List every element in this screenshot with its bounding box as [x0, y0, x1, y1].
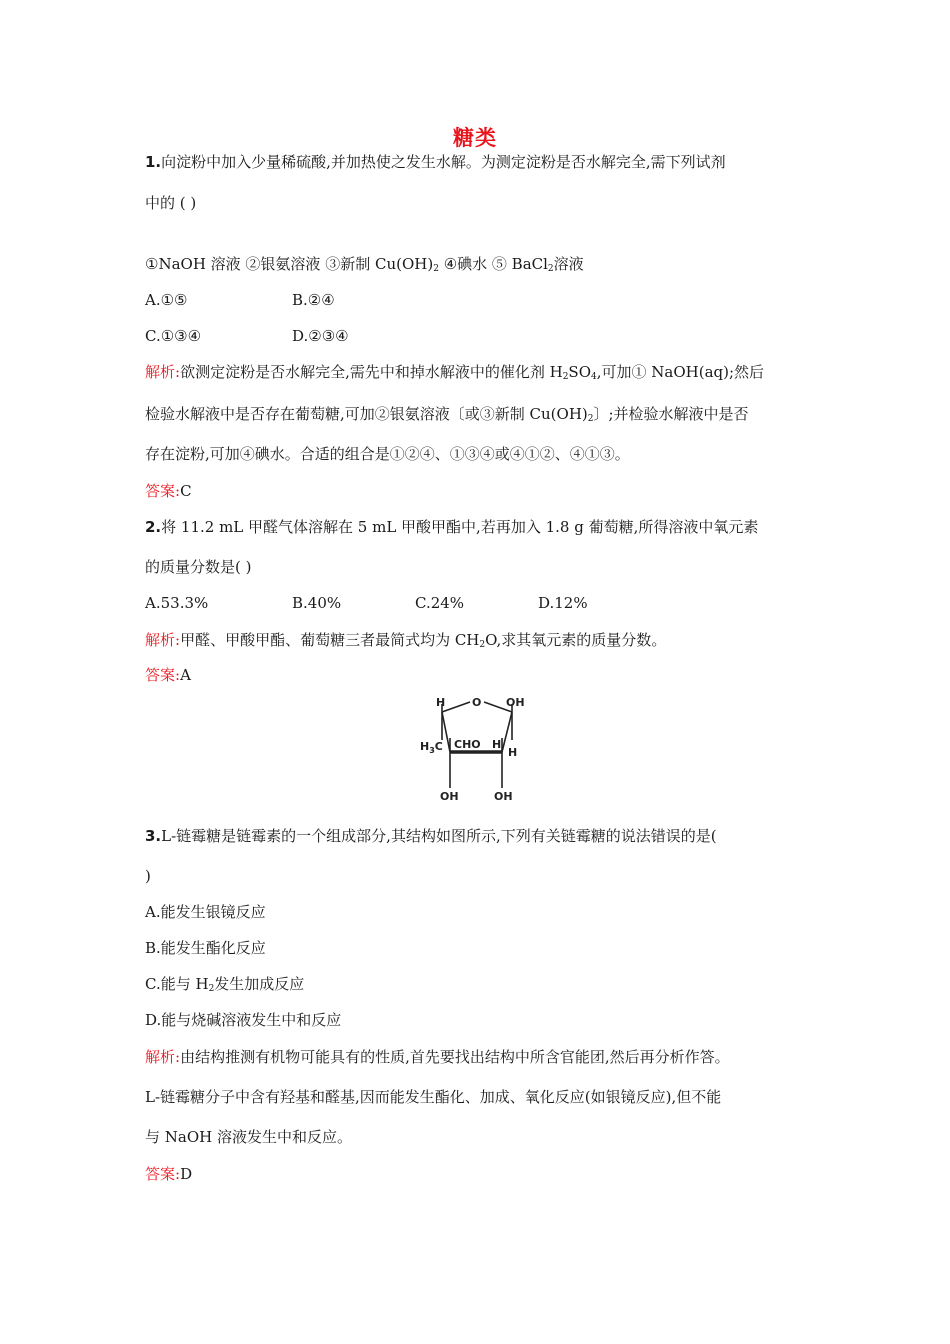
q3-stem-text: L-链霉糖是链霉素的一个组成部分,其结构如图所示,下列有关链霉糖的说法错误的是( [161, 827, 717, 845]
q1-stem-text: 向淀粉中加入少量稀硫酸,并加热使之发生水解。为测定淀粉是否水解完全,需下列试剂 [161, 153, 726, 171]
q3-option-d: D.能与烧碱溶液发生中和反应 [145, 1011, 342, 1029]
q2-analysis: 解析:甲醛、甲酸甲酯、葡萄糖三者最简式均为 $CH_2O$,求其氧元素的质量分数。 [145, 631, 667, 650]
q3-analysis-line3: 与 NaOH 溶液发生中和反应。 [145, 1128, 352, 1146]
q3-analysis-line1: 解析:由结构推测有机物可能具有的性质,首先要找出结构中所含官能团,然后再分析作答。 [145, 1048, 730, 1066]
q1-option-d: D.②③④ [292, 327, 349, 345]
q1-analysis-line3: 存在淀粉,可加④碘水。合适的组合是①②④、①③④或④①②、④①③。 [145, 445, 630, 463]
q1-answer [145, 481, 192, 501]
bond-c1-o [442, 702, 470, 712]
bond-c1-c2 [442, 712, 450, 752]
q2-stem-line2: 的质量分数是( ) [145, 558, 252, 576]
struct-o-ring: O [472, 696, 482, 709]
q3-stem-line2: ) [145, 867, 151, 885]
struct-oh-bottom-left: OH [440, 790, 459, 803]
q1-analysis-line2: 检验水解液中是否存在葡萄糖,可加②银氨溶液〔或③新制 $Cu(OH)_2$〕;并检验水解液中是否 [145, 405, 749, 424]
q1-option-a: A.①⑤ [145, 291, 188, 309]
q3-analysis-line2: L-链霉糖分子中含有羟基和醛基,因而能发生酯化、加成、氧化反应(如银镜反应),但不能 [145, 1088, 722, 1106]
struct-oh-top-right: OH [506, 696, 525, 709]
q3-option-c: C.能与 $H_2$发生加成反应 [145, 975, 305, 994]
struct-h-mid-2: H [508, 746, 518, 759]
q3-option-b: B.能发生酯化反应 [145, 939, 266, 957]
q2-number: 2. [145, 518, 162, 536]
struct-h3c: $H_3C$ [420, 740, 443, 755]
struct-h-top-left: H [436, 696, 446, 709]
struct-oh-bottom-right: OH [494, 790, 513, 803]
q1-option-b: B.②④ [292, 291, 335, 309]
q2-stem-text: 将 11.2 mL 甲醛气体溶解在 5 mL 甲酸甲酯中,若再加入 1.8 g 葡萄糖,所得溶液中氧元素 [161, 518, 759, 536]
q1-number: 1. [145, 153, 162, 171]
q3-option-a: A.能发生银镜反应 [145, 903, 266, 921]
q1-analysis-line1: 解析:欲测定淀粉是否水解完全,需先中和掉水解液中的催化剂 $H_2SO_4$,可加① NaOH(aq);然后 [145, 363, 765, 382]
q3-answer-value: D [180, 1165, 193, 1183]
q1-answer-value: C [180, 482, 192, 500]
q3-answer-label: 答案: [145, 1165, 181, 1183]
q3-answer [145, 1164, 192, 1184]
q2-analysis-label: 解析: [145, 631, 181, 649]
q1-analysis-label: 解析: [145, 363, 181, 381]
page-title: 糖类 [453, 126, 497, 150]
q2-option-d: D.12% [538, 594, 588, 612]
q1-stem-line1 [145, 152, 726, 172]
q1-answer-label: 答案: [145, 482, 181, 500]
q1-option-c: C.①③④ [145, 327, 202, 345]
q2-option-c: C.24% [415, 594, 465, 612]
q1-reagents: ①NaOH 溶液 ②银氨溶液 ③新制 $Cu(OH)_2$ ④碘水 ⑤ BaCl$_2$溶液 [145, 255, 584, 274]
q2-answer [145, 665, 191, 685]
streptose-structure-diagram [410, 690, 540, 808]
q2-answer-label: 答案: [145, 666, 181, 684]
q3-analysis-label: 解析: [145, 1048, 181, 1066]
q1-stem-line2: 中的 ( ) [145, 194, 197, 212]
q2-option-b: B.40% [292, 594, 342, 612]
q3-number: 3. [145, 827, 162, 845]
q2-answer-value: A [180, 666, 191, 684]
struct-h-mid-1: H [492, 738, 502, 751]
q2-option-a: A.53.3% [145, 594, 209, 612]
q2-stem-line1 [145, 517, 758, 537]
struct-cho: CHO [454, 738, 481, 751]
q3-stem-line1 [145, 826, 717, 846]
